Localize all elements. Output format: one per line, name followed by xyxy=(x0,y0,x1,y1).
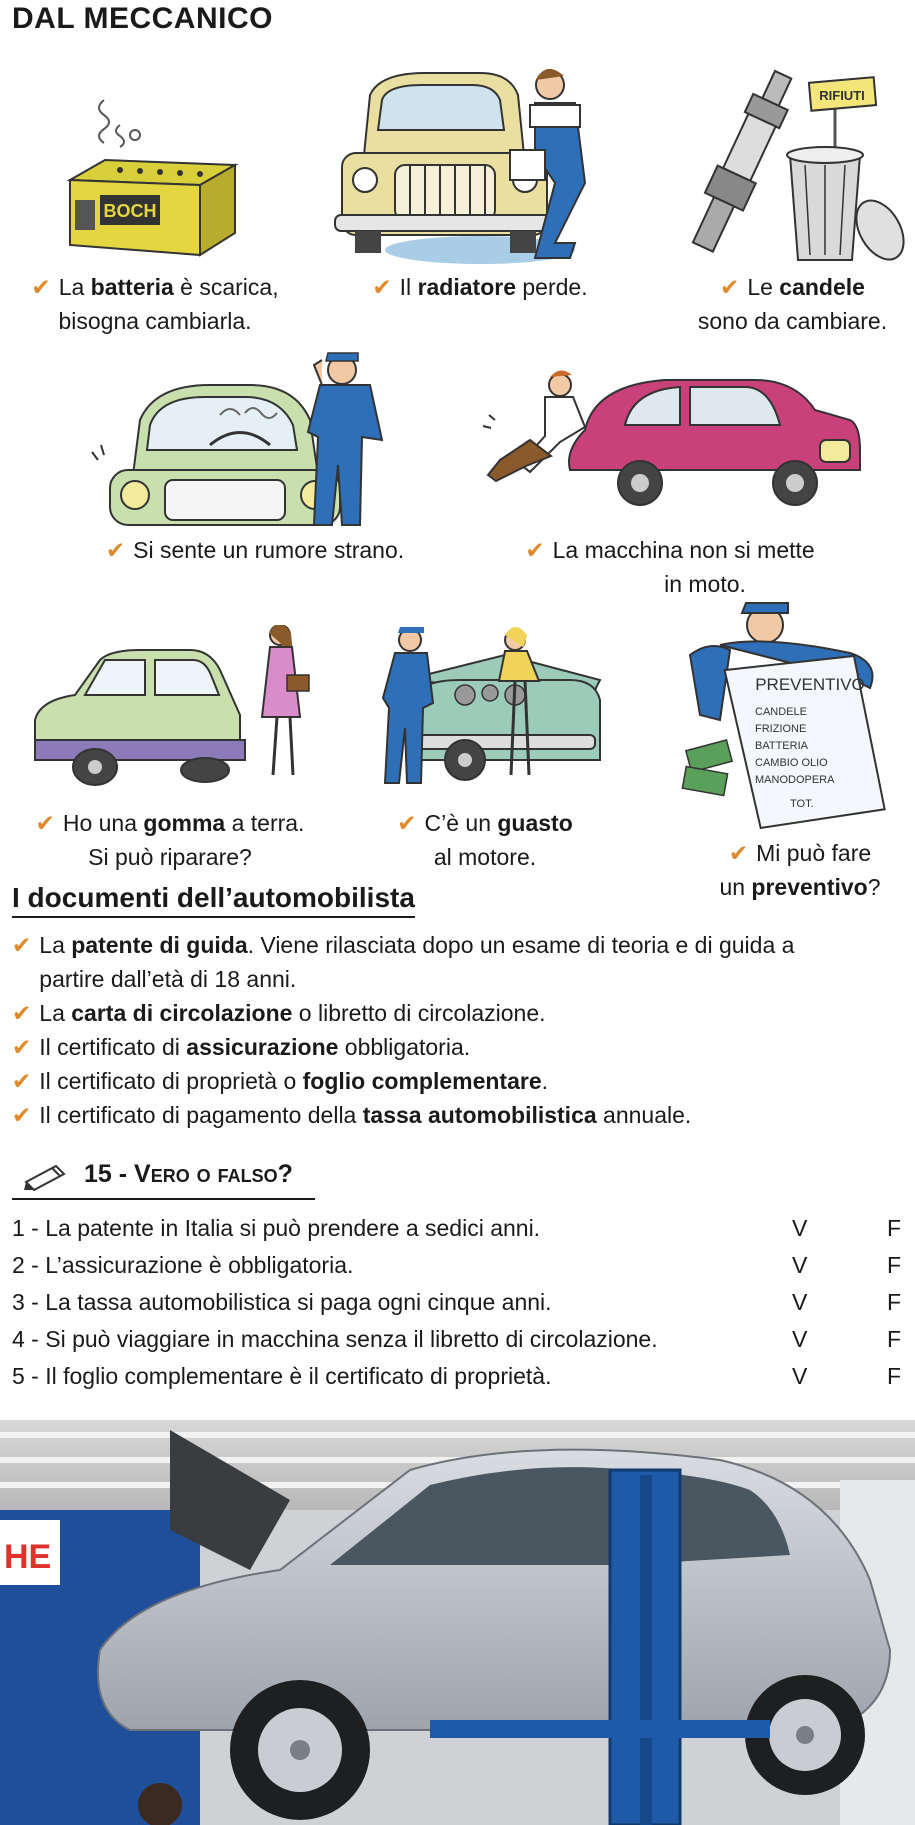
true-option[interactable]: V xyxy=(792,1363,808,1389)
battery-brand: BOCH xyxy=(103,201,157,221)
check-icon: ✔ xyxy=(720,274,740,300)
engine-fault-illustration xyxy=(365,625,605,790)
false-option[interactable]: F xyxy=(887,1289,902,1315)
true-option[interactable]: V xyxy=(792,1326,808,1352)
check-icon: ✔ xyxy=(12,1034,32,1060)
check-icon: ✔ xyxy=(12,1102,32,1128)
estimate-total: TOT. xyxy=(790,798,814,810)
caption-wont-start: ✔ La macchina non si mette in moto. xyxy=(525,537,815,597)
question-row: 4 - Si può viaggiare in macchina senza il libretto di circolazione. V F xyxy=(12,1321,902,1358)
check-icon: ✔ xyxy=(31,274,51,300)
estimate-line: CAMBIO OLIO xyxy=(755,757,828,769)
true-option[interactable]: V xyxy=(792,1215,808,1241)
list-item: ✔ Il certificato di assicurazione obbligatoria. xyxy=(12,1030,902,1064)
caption-radiator: ✔ Il radiatore perde. xyxy=(372,274,588,300)
garage-sign: HE xyxy=(4,1538,52,1576)
estimate-line: MANODOPERA xyxy=(755,774,835,786)
check-icon: ✔ xyxy=(372,274,392,300)
caption-strange-noise: ✔ Si sente un rumore strano. xyxy=(105,537,405,563)
battery-illustration xyxy=(60,85,245,265)
estimate-line: FRIZIONE xyxy=(755,723,807,735)
caption-estimate: ✔ Mi può fare un preventivo? xyxy=(719,840,881,900)
check-icon: ✔ xyxy=(105,537,126,563)
documents-list xyxy=(12,928,902,1132)
false-option[interactable]: F xyxy=(887,1363,902,1389)
question-row: 2 - L’assicurazione è obbligatoria. V F xyxy=(12,1247,902,1284)
check-icon: ✔ xyxy=(35,810,55,836)
check-icon: ✔ xyxy=(397,810,417,836)
pencil-icon xyxy=(22,1160,68,1192)
page-title: DAL MECCANICO xyxy=(12,2,273,35)
list-item: ✔ La patente di guida. Viene rilasciata dopo un esame di teoria e di guida a partire dall’età di 18 anni. xyxy=(12,928,902,996)
exercise-title: 15 - Vero o falso? xyxy=(84,1160,293,1188)
true-false-questions xyxy=(12,1210,902,1395)
list-item: ✔ Il certificato di proprietà o foglio complementare. xyxy=(12,1064,902,1098)
estimate-title: PREVENTIVO xyxy=(755,675,865,694)
radiator-illustration xyxy=(330,65,620,270)
estimate-illustration xyxy=(680,595,905,835)
true-option[interactable]: V xyxy=(792,1252,808,1278)
check-icon: ✔ xyxy=(728,840,749,866)
false-option[interactable]: F xyxy=(887,1252,902,1278)
true-option[interactable]: V xyxy=(792,1289,808,1315)
false-option[interactable]: F xyxy=(887,1326,902,1352)
car-wont-start-illustration xyxy=(475,365,870,515)
question-row: 5 - Il foglio complementare è il certificato di proprietà. V F xyxy=(12,1358,902,1395)
documents-heading: I documenti dell’automobilista xyxy=(12,880,415,918)
check-icon: ✔ xyxy=(12,932,32,958)
false-option[interactable]: F xyxy=(887,1215,902,1241)
question-row: 1 - La patente in Italia si può prendere a sedici anni. V F xyxy=(12,1210,902,1247)
caption-spark-plugs: ✔ Le candele sono da cambiare. xyxy=(697,274,888,334)
list-item: ✔ La carta di circolazione o libretto di circolazione. xyxy=(12,996,902,1030)
caption-battery: ✔ La batteria è scarica, bisogna cambiarla. xyxy=(31,274,279,334)
strange-noise-illustration xyxy=(90,345,420,530)
check-icon: ✔ xyxy=(12,1068,32,1094)
flat-tyre-illustration xyxy=(15,625,330,790)
car-lift-photo xyxy=(0,1420,915,1825)
trash-sign: RIFIUTI xyxy=(819,88,865,103)
question-row: 3 - La tassa automobilistica si paga ogni cinque anni. V F xyxy=(12,1284,902,1321)
check-icon: ✔ xyxy=(525,537,545,563)
spark-plug-illustration xyxy=(670,55,905,270)
list-item: ✔ Il certificato di pagamento della tassa automobilistica annuale. xyxy=(12,1098,902,1132)
caption-engine-fault: ✔ C’è un guasto al motore. xyxy=(397,810,573,870)
check-icon: ✔ xyxy=(12,1000,32,1026)
caption-flat-tyre: ✔ Ho una gomma a terra. Si può riparare? xyxy=(35,810,305,870)
estimate-line: CANDELE xyxy=(755,706,807,718)
estimate-line: BATTERIA xyxy=(755,740,808,752)
